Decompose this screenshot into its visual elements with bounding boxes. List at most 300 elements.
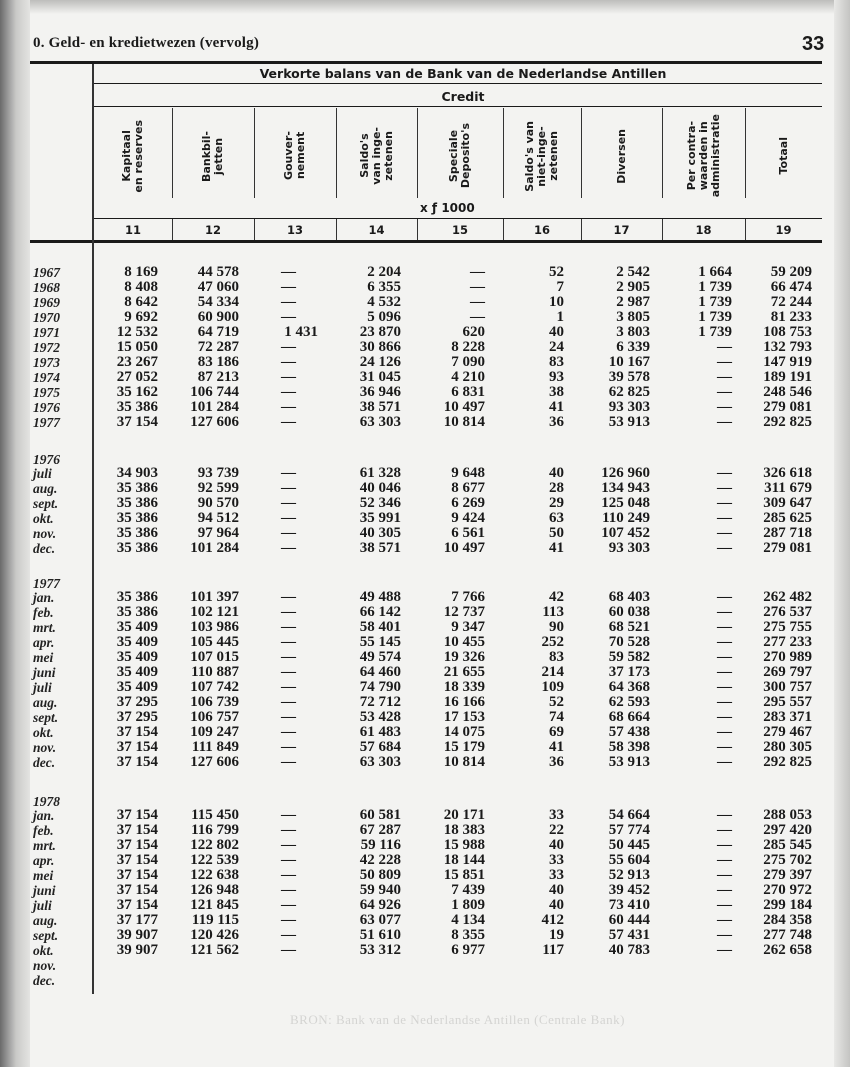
table-cell: — xyxy=(281,867,296,883)
table-cell: 24 126 xyxy=(359,354,401,370)
column-divider xyxy=(503,108,504,198)
table-cell: 2 987 xyxy=(616,294,650,310)
stub-divider xyxy=(92,64,94,994)
table-cell: — xyxy=(281,852,296,868)
table-cell: 38 xyxy=(549,384,564,400)
table-cell: — xyxy=(281,882,296,898)
table-cell: 1 739 xyxy=(698,309,732,325)
table-cell: 58 401 xyxy=(359,619,401,635)
table-cell: — xyxy=(281,309,296,325)
table-cell: 40 783 xyxy=(608,942,650,958)
table-cell: 4 210 xyxy=(451,369,485,385)
table-cell: 287 718 xyxy=(763,525,812,541)
table-cell: 57 774 xyxy=(608,822,650,838)
table-cell: 35 409 xyxy=(116,619,158,635)
table-cell: — xyxy=(717,480,732,496)
table-cell: 40 xyxy=(549,897,564,913)
row-label: nov. xyxy=(33,740,57,755)
row-label: 1976 xyxy=(33,400,60,415)
table-cell: — xyxy=(717,927,732,943)
table-cell: 4 134 xyxy=(451,912,485,928)
table-cell: 7 439 xyxy=(451,882,485,898)
table-cell: 110 249 xyxy=(602,510,650,526)
column-divider xyxy=(336,108,337,198)
table-cell: 37 154 xyxy=(116,822,158,838)
table-cell: 72 287 xyxy=(197,339,239,355)
table-cell: — xyxy=(717,942,732,958)
table-cell: 61 328 xyxy=(359,465,401,481)
table-cell: 6 977 xyxy=(451,942,485,958)
table-cell: — xyxy=(281,384,296,400)
page-number: 33 xyxy=(802,33,825,55)
table-cell: — xyxy=(717,739,732,755)
column-divider xyxy=(662,219,663,240)
table-cell: — xyxy=(281,942,296,958)
row-label: 1973 xyxy=(33,355,60,370)
row-label: aug. xyxy=(33,481,58,496)
table-cell: 41 xyxy=(549,540,564,556)
table-cell: 40 305 xyxy=(359,525,401,541)
table-cell: 53 913 xyxy=(608,754,650,770)
table-cell: 94 512 xyxy=(197,510,239,526)
table-cell: — xyxy=(717,679,732,695)
row-label: 1969 xyxy=(33,295,60,310)
table-cell: 18 339 xyxy=(443,679,485,695)
table-cell: 39 907 xyxy=(116,942,158,958)
row-label: feb. xyxy=(33,605,54,620)
row-label: apr. xyxy=(33,635,55,650)
table-cell: 52 xyxy=(549,264,564,280)
table-cell: — xyxy=(717,384,732,400)
table-cell: 37 154 xyxy=(116,807,158,823)
table-cell: — xyxy=(281,354,296,370)
row-label: 1970 xyxy=(33,310,60,325)
table-cell: 83 186 xyxy=(197,354,239,370)
table-cell: 72 712 xyxy=(359,694,401,710)
table-cell: 115 450 xyxy=(191,807,239,823)
table-title: Verkorte balans van de Bank van de Nederlandse Antillen xyxy=(259,66,667,81)
table-cell: — xyxy=(281,897,296,913)
table-cell: 28 xyxy=(549,480,564,496)
table-cell: — xyxy=(717,867,732,883)
table-cell: — xyxy=(717,540,732,556)
table-cell: — xyxy=(717,339,732,355)
table-cell: 35 386 xyxy=(116,540,158,556)
table-cell: — xyxy=(281,679,296,695)
table-cell: — xyxy=(717,649,732,665)
table-cell: 9 424 xyxy=(451,510,485,526)
table-cell: 40 xyxy=(549,324,564,340)
table-cell: 8 642 xyxy=(124,294,158,310)
table-cell: — xyxy=(717,664,732,680)
table-cell: 279 081 xyxy=(763,540,812,556)
table-cell: 63 303 xyxy=(359,754,401,770)
table-cell: 50 xyxy=(549,525,564,541)
table-cell: 90 xyxy=(549,619,564,635)
column-header-label: Diversen xyxy=(614,128,628,184)
table-cell: — xyxy=(717,465,732,481)
table-cell: 73 410 xyxy=(608,897,650,913)
table-cell: 93 xyxy=(549,369,564,385)
table-cell: 63 077 xyxy=(359,912,401,928)
table-cell: — xyxy=(470,294,485,310)
table-cell: 39 907 xyxy=(116,927,158,943)
table-cell: — xyxy=(281,294,296,310)
scan-edge-right xyxy=(834,0,850,1067)
table-cell: 41 xyxy=(549,399,564,415)
table-cell: 279 081 xyxy=(763,399,812,415)
table-cell: — xyxy=(717,369,732,385)
table-cell: 16 166 xyxy=(443,694,485,710)
table-cell: 295 557 xyxy=(763,694,812,710)
row-label: nov. xyxy=(33,526,57,541)
table-cell: 35 409 xyxy=(116,679,158,695)
table-cell: 60 900 xyxy=(197,309,239,325)
table-cell: — xyxy=(717,709,732,725)
column-divider xyxy=(417,219,418,240)
table-cell: 83 xyxy=(549,354,564,370)
table-cell: — xyxy=(470,309,485,325)
table-cell: — xyxy=(717,852,732,868)
table-cell: — xyxy=(717,510,732,526)
table-cell: 35 386 xyxy=(116,495,158,511)
table-cell: — xyxy=(281,664,296,680)
table-cell: 270 972 xyxy=(763,882,812,898)
top-rule xyxy=(30,61,822,64)
table-cell: — xyxy=(717,754,732,770)
header-bottom-rule xyxy=(30,240,822,243)
column-header xyxy=(254,110,336,202)
table-cell: 66 474 xyxy=(770,279,812,295)
table-cell: 275 755 xyxy=(763,619,812,635)
table-cell: — xyxy=(281,739,296,755)
table-cell: 50 445 xyxy=(608,837,650,853)
table-cell: 52 xyxy=(549,694,564,710)
column-header-label: Speciale Deposito's xyxy=(447,123,472,189)
table-cell: — xyxy=(717,694,732,710)
table-cell: 93 303 xyxy=(608,399,650,415)
table-cell: 57 431 xyxy=(608,927,650,943)
table-cell: — xyxy=(717,724,732,740)
table-cell: — xyxy=(281,912,296,928)
table-cell: 93 303 xyxy=(608,540,650,556)
column-divider xyxy=(172,108,173,198)
table-cell: 40 xyxy=(549,465,564,481)
table-cell: 102 121 xyxy=(190,604,239,620)
table-cell: 62 593 xyxy=(608,694,650,710)
table-cell: 37 295 xyxy=(116,709,158,725)
table-cell: 34 903 xyxy=(116,465,158,481)
table-cell: 83 xyxy=(549,649,564,665)
table-cell: — xyxy=(717,912,732,928)
row-label: 1968 xyxy=(33,280,60,295)
table-cell: 37 154 xyxy=(116,867,158,883)
table-cell: 122 539 xyxy=(190,852,239,868)
table-cell: — xyxy=(281,649,296,665)
table-cell: 37 173 xyxy=(608,664,650,680)
scan-edge-left xyxy=(0,0,30,1067)
table-cell: 269 797 xyxy=(763,664,812,680)
table-cell: 52 913 xyxy=(608,867,650,883)
table-cell: 116 799 xyxy=(191,822,239,838)
table-cell: 87 213 xyxy=(197,369,239,385)
column-divider xyxy=(503,219,504,240)
table-cell: 42 xyxy=(549,589,564,605)
table-cell: 37 154 xyxy=(116,414,158,430)
table-cell: 106 739 xyxy=(190,694,239,710)
table-cell: 300 757 xyxy=(763,679,812,695)
table-cell: — xyxy=(281,619,296,635)
column-divider xyxy=(254,108,255,198)
table-cell: 107 742 xyxy=(190,679,239,695)
table-cell: 1 739 xyxy=(698,279,732,295)
row-label: juli xyxy=(33,898,52,913)
table-cell: 1 739 xyxy=(698,324,732,340)
table-cell: 54 334 xyxy=(197,294,239,310)
row-label: mei xyxy=(33,868,54,883)
table-cell: 108 753 xyxy=(763,324,812,340)
table-cell: — xyxy=(281,724,296,740)
table-cell: 18 144 xyxy=(443,852,485,868)
table-cell: 8 408 xyxy=(124,279,158,295)
column-header xyxy=(417,110,503,202)
table-cell: 2 905 xyxy=(616,279,650,295)
column-header xyxy=(172,110,254,202)
table-cell: 55 604 xyxy=(608,852,650,868)
section-heading: 1977 xyxy=(33,576,60,591)
table-cell: 64 926 xyxy=(359,897,401,913)
table-cell: — xyxy=(281,279,296,295)
table-cell: 67 287 xyxy=(359,822,401,838)
row-label: juli xyxy=(33,466,52,481)
section-heading: 1976 xyxy=(33,452,60,467)
table-cell: 276 537 xyxy=(763,604,812,620)
table-cell: 38 571 xyxy=(359,399,401,415)
row-label: 1977 xyxy=(33,415,60,430)
unit-label: x ƒ 1000 xyxy=(420,201,475,215)
table-cell: 35 386 xyxy=(116,480,158,496)
table-cell: 19 326 xyxy=(443,649,485,665)
table-cell: 10 497 xyxy=(443,540,485,556)
table-cell: 68 521 xyxy=(608,619,650,635)
table-cell: 127 606 xyxy=(190,414,239,430)
table-cell: 106 757 xyxy=(190,709,239,725)
column-header xyxy=(662,110,745,202)
table-cell: 29 xyxy=(549,495,564,511)
table-cell: 107 015 xyxy=(190,649,239,665)
table-cell: 311 679 xyxy=(764,480,812,496)
table-cell: 122 638 xyxy=(190,867,239,883)
table-cell: 37 154 xyxy=(116,852,158,868)
table-cell: — xyxy=(717,414,732,430)
table-cell: 292 825 xyxy=(763,414,812,430)
table-cell: — xyxy=(281,414,296,430)
row-label: apr. xyxy=(33,853,55,868)
table-cell: 6 339 xyxy=(616,339,650,355)
table-cell: 109 247 xyxy=(190,724,239,740)
table-cell: — xyxy=(717,822,732,838)
table-cell: 292 825 xyxy=(763,754,812,770)
table-cell: 64 460 xyxy=(359,664,401,680)
table-cell: — xyxy=(470,279,485,295)
table-cell: 55 145 xyxy=(359,634,401,650)
table-cell: 42 228 xyxy=(359,852,401,868)
table-cell: 35 991 xyxy=(359,510,401,526)
table-cell: 27 052 xyxy=(116,369,158,385)
row-label: sept. xyxy=(33,496,59,511)
table-cell: 60 581 xyxy=(359,807,401,823)
table-cell: 35 409 xyxy=(116,634,158,650)
row-label: 1972 xyxy=(33,340,60,355)
table-cell: 10 xyxy=(549,294,564,310)
table-cell: 15 050 xyxy=(116,339,158,355)
row-label: juli xyxy=(33,680,52,695)
table-cell: 38 571 xyxy=(359,540,401,556)
table-cell: 101 397 xyxy=(190,589,239,605)
column-header-label: Saldo's van niet-inge- zetenen xyxy=(523,120,560,192)
column-divider xyxy=(745,108,746,198)
table-cell: 117 xyxy=(542,942,564,958)
table-cell: 59 116 xyxy=(360,837,401,853)
table-cell: 40 xyxy=(549,837,564,853)
table-cell: 8 677 xyxy=(451,480,485,496)
table-cell: 252 xyxy=(541,634,564,650)
table-cell: — xyxy=(717,604,732,620)
table-cell: 6 561 xyxy=(451,525,485,541)
row-label: dec. xyxy=(33,541,56,556)
row-label: 1974 xyxy=(33,370,60,385)
column-number: 12 xyxy=(204,223,221,237)
table-cell: 60 038 xyxy=(608,604,650,620)
source-note-showthrough: BRON: Bank van de Nederlandse Antillen (Centrale Bank) xyxy=(290,1012,625,1027)
table-cell: — xyxy=(717,897,732,913)
table-cell: 22 xyxy=(549,822,564,838)
table-cell: — xyxy=(281,495,296,511)
table-cell: — xyxy=(281,837,296,853)
column-divider xyxy=(417,108,418,198)
table-cell: — xyxy=(281,264,296,280)
table-cell: 15 988 xyxy=(443,837,485,853)
table-cell: 35 409 xyxy=(116,649,158,665)
table-cell: 214 xyxy=(541,664,564,680)
column-header-label: Bankbil- jetten xyxy=(200,130,225,182)
table-cell: 57 684 xyxy=(359,739,401,755)
table-cell: 106 744 xyxy=(190,384,239,400)
table-cell: 2 542 xyxy=(616,264,650,280)
table-cell: — xyxy=(281,339,296,355)
table-cell: 134 943 xyxy=(601,480,650,496)
table-cell: 30 866 xyxy=(359,339,401,355)
table-cell: 23 267 xyxy=(116,354,158,370)
row-label: okt. xyxy=(33,511,54,526)
table-cell: 275 702 xyxy=(763,852,812,868)
table-cell: 105 445 xyxy=(190,634,239,650)
table-cell: 49 574 xyxy=(359,649,401,665)
table-cell: 17 153 xyxy=(443,709,485,725)
table-cell: 279 467 xyxy=(763,724,812,740)
table-cell: 10 814 xyxy=(443,414,485,430)
table-cell: 53 913 xyxy=(608,414,650,430)
table-cell: 1 664 xyxy=(698,264,732,280)
table-cell: 90 570 xyxy=(197,495,239,511)
column-number: 15 xyxy=(451,223,468,237)
table-cell: 74 xyxy=(549,709,564,725)
table-cell: 126 948 xyxy=(190,882,239,898)
table-cell: 3 805 xyxy=(616,309,650,325)
table-cell: 63 303 xyxy=(359,414,401,430)
table-cell: 113 xyxy=(542,604,564,620)
table-cell: 20 171 xyxy=(443,807,485,823)
table-cell: 284 358 xyxy=(763,912,812,928)
table-cell: — xyxy=(717,837,732,853)
row-label: okt. xyxy=(33,725,54,740)
column-header xyxy=(581,110,662,202)
table-cell: — xyxy=(281,589,296,605)
table-cell: 270 989 xyxy=(763,649,812,665)
row-label: jan. xyxy=(33,808,55,823)
column-divider xyxy=(172,219,173,240)
table-cell: 59 940 xyxy=(359,882,401,898)
table-cell: 40 xyxy=(549,882,564,898)
table-cell: 1 431 xyxy=(284,324,318,340)
table-cell: 54 664 xyxy=(608,807,650,823)
table-cell: 127 606 xyxy=(190,754,239,770)
table-cell: 59 582 xyxy=(608,649,650,665)
table-cell: — xyxy=(717,589,732,605)
table-cell: 8 228 xyxy=(451,339,485,355)
table-cell: 37 295 xyxy=(116,694,158,710)
table-cell: 147 919 xyxy=(763,354,812,370)
row-label: dec. xyxy=(33,755,56,770)
table-cell: 109 xyxy=(541,679,564,695)
row-label: 1971 xyxy=(33,325,60,340)
table-cell: 7 090 xyxy=(451,354,485,370)
table-cell: — xyxy=(717,399,732,415)
table-cell: 60 444 xyxy=(608,912,650,928)
scan-edge-top xyxy=(0,0,850,14)
table-cell: — xyxy=(281,927,296,943)
table-cell: 36 xyxy=(549,414,564,430)
table-cell: — xyxy=(281,822,296,838)
table-cell: 53 428 xyxy=(359,709,401,725)
table-cell: 64 368 xyxy=(608,679,650,695)
table-cell: 288 053 xyxy=(763,807,812,823)
table-cell: 36 xyxy=(549,754,564,770)
table-cell: — xyxy=(717,807,732,823)
column-number: 14 xyxy=(368,223,385,237)
column-header-label: Per contra- waarden in administratie xyxy=(684,114,722,198)
table-cell: 5 096 xyxy=(367,309,401,325)
table-cell: 6 831 xyxy=(451,384,485,400)
table-cell: 15 179 xyxy=(443,739,485,755)
table-cell: 189 191 xyxy=(763,369,812,385)
row-label: mrt. xyxy=(33,620,56,635)
table-cell: 1 809 xyxy=(451,897,485,913)
column-header-label: Kapitaal en reserves xyxy=(120,119,145,193)
table-cell: 24 xyxy=(549,339,564,355)
table-cell: 35 386 xyxy=(116,525,158,541)
table-cell: 12 532 xyxy=(116,324,158,340)
row-label: mrt. xyxy=(33,838,56,853)
table-cell: 35 386 xyxy=(116,399,158,415)
table-cell: 97 964 xyxy=(197,525,239,541)
table-cell: — xyxy=(717,619,732,635)
table-cell: 35 162 xyxy=(116,384,158,400)
table-cell: 52 346 xyxy=(359,495,401,511)
table-cell: 277 233 xyxy=(763,634,812,650)
row-label: sept. xyxy=(33,928,59,943)
table-cell: 72 244 xyxy=(770,294,812,310)
